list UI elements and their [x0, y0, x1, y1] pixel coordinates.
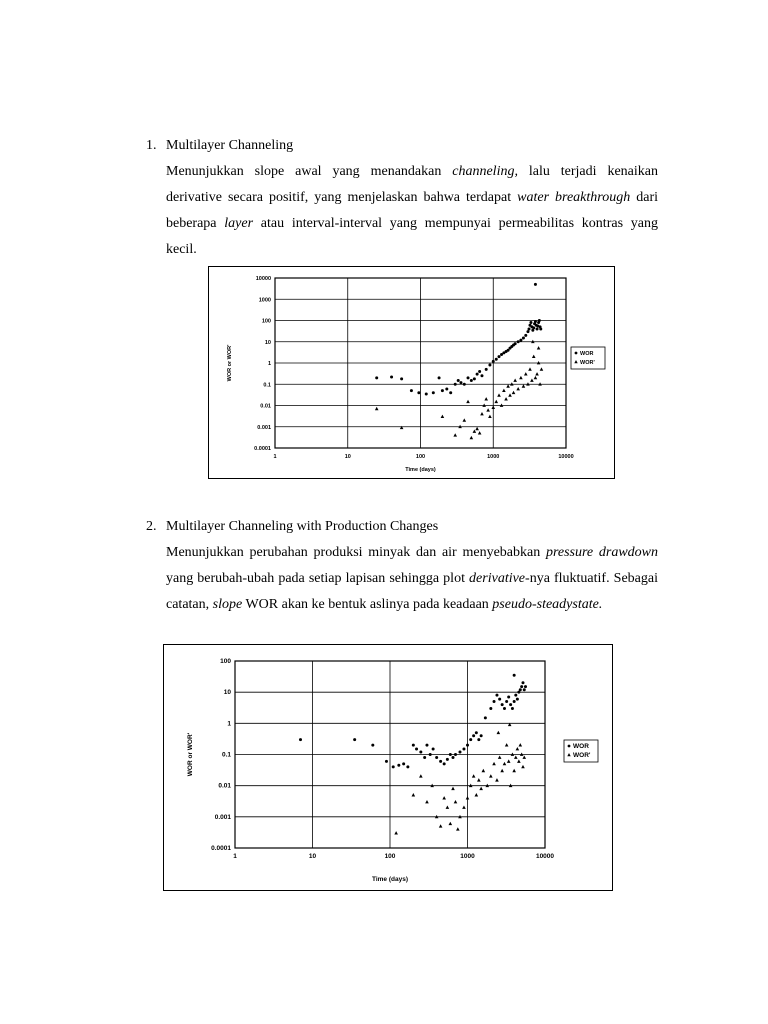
chart-1-svg	[209, 267, 614, 478]
wor-derivative-point	[439, 824, 443, 827]
wor-point	[513, 674, 516, 677]
y-tick-label: 0.1	[221, 751, 231, 759]
wor-point	[443, 762, 446, 765]
x-tick-label: 1	[273, 454, 277, 460]
wor-derivative-point	[488, 415, 492, 418]
legend-marker-wor	[575, 352, 578, 355]
section-2-title: Multilayer Channeling with Production Changes	[166, 519, 439, 534]
y-axis-label: WOR or WOR'	[227, 344, 233, 382]
x-tick-label: 1000	[460, 853, 475, 860]
wor-point	[435, 756, 438, 759]
section-1-title: Multilayer Channeling	[166, 138, 294, 153]
wor-point	[507, 695, 510, 698]
wor-derivative-point	[412, 793, 416, 796]
y-tick-label: 10000	[255, 276, 271, 282]
wor-point	[454, 383, 457, 386]
paragraph-run: atau interval-interval yang mempunyai permeabilitas kontras yang kecil.	[166, 216, 658, 257]
wor-derivative-point	[492, 762, 496, 765]
chart-2	[163, 644, 613, 891]
wor-derivative-point	[462, 418, 466, 421]
paragraph-run: slope	[212, 597, 243, 612]
wor-derivative-point	[512, 391, 516, 394]
wor-point	[536, 327, 539, 330]
paragraph-run: pressure drawdown	[545, 545, 658, 560]
wor-point	[501, 703, 504, 706]
wor-point	[466, 744, 469, 747]
wor-point	[539, 327, 542, 330]
wor-derivative-point	[375, 407, 379, 410]
wor-point	[521, 681, 524, 684]
y-tick-label: 100	[261, 318, 271, 325]
wor-derivative-point	[449, 822, 453, 825]
x-tick-label: 10000	[558, 454, 574, 460]
wor-derivative-point	[442, 796, 446, 799]
wor-derivative-point	[516, 387, 520, 390]
wor-point	[524, 685, 527, 688]
x-tick-label: 1000	[487, 454, 500, 460]
wor-derivative-point	[472, 774, 476, 777]
wor-point	[439, 760, 442, 763]
section-2-heading	[146, 518, 658, 536]
wor-derivative-point	[521, 765, 525, 768]
wor-point	[522, 337, 525, 340]
wor-derivative-point	[454, 800, 458, 803]
x-axis-label: Time (days)	[405, 467, 436, 473]
wor-derivative-point	[504, 397, 508, 400]
paragraph-run: channeling,	[452, 164, 518, 179]
wor-derivative-point	[495, 778, 499, 781]
paragraph-run: Menunjukkan slope awal yang menandakan	[166, 164, 453, 179]
wor-derivative-point	[530, 379, 534, 382]
wor-derivative-point	[513, 379, 517, 382]
wor-point	[371, 744, 374, 747]
wor-point	[514, 694, 517, 697]
wor-derivative-point	[425, 800, 429, 803]
paragraph-run: WOR akan ke bentuk aslinya pada keadaan	[242, 597, 493, 612]
wor-point	[458, 751, 461, 754]
wor-derivative-point	[441, 415, 445, 418]
wor-point	[423, 756, 426, 759]
legend-label: WOR	[573, 743, 589, 750]
wor-point	[520, 685, 523, 688]
wor-point	[449, 391, 452, 394]
wor-point	[485, 368, 488, 371]
wor-point	[457, 379, 460, 382]
wor-derivative-point	[497, 393, 501, 396]
paragraph-run: derivative	[469, 571, 526, 586]
wor-point	[532, 326, 535, 329]
wor-point	[523, 688, 526, 691]
wor-point	[519, 339, 522, 342]
y-tick-label: 0.01	[218, 782, 231, 790]
wor-point	[353, 738, 356, 741]
wor-derivative-point	[484, 397, 488, 400]
wor-point	[505, 700, 508, 703]
wor-derivative-point	[524, 372, 528, 375]
y-tick-label: 100	[220, 658, 231, 665]
y-tick-label: 0.01	[260, 403, 271, 410]
y-tick-label: 10	[264, 339, 271, 346]
wor-point	[527, 327, 530, 330]
wor-point	[503, 707, 506, 710]
wor-point	[462, 748, 465, 751]
wor-point	[492, 360, 495, 363]
wor-derivative-point	[532, 355, 536, 358]
wor-point	[489, 707, 492, 710]
wor-derivative-point	[522, 756, 526, 759]
wor-derivative-point	[502, 389, 506, 392]
wor-point	[480, 734, 483, 737]
y-axis-label: WOR or WOR'	[187, 732, 194, 777]
wor-point	[445, 387, 448, 390]
legend-label: WOR	[580, 351, 594, 357]
wor-derivative-point	[537, 346, 541, 349]
chart-1	[208, 266, 615, 479]
wor-derivative-point	[518, 743, 522, 746]
wor-derivative-point	[475, 427, 479, 430]
y-tick-label: 1000	[258, 297, 271, 304]
wor-point	[469, 738, 472, 741]
wor-point	[410, 389, 413, 392]
paragraph-run: -nya fluktuatif. Sebagai catatan,	[166, 571, 658, 612]
wor-derivative-point	[475, 793, 479, 796]
section-2-paragraph	[166, 540, 658, 618]
paragraph-run: yang berubah-ubah pada setiap lapisan sehingga plot	[166, 571, 470, 586]
wor-point	[467, 376, 470, 379]
wor-derivative-point	[535, 372, 539, 375]
y-tick-label: 0.0001	[254, 446, 271, 452]
wor-derivative-point	[478, 431, 482, 434]
wor-derivative-point	[453, 433, 457, 436]
wor-point	[524, 334, 527, 337]
wor-point	[511, 707, 514, 710]
section-2	[146, 518, 658, 618]
wor-point	[446, 758, 449, 761]
paragraph-run: dari beberapa	[166, 190, 658, 231]
wor-derivative-point	[516, 747, 520, 750]
wor-derivative-point	[498, 756, 502, 759]
wor-point	[472, 734, 475, 737]
wor-point	[476, 373, 479, 376]
wor-derivative-point	[503, 762, 507, 765]
section-1	[146, 137, 658, 263]
section-1-heading	[146, 137, 658, 155]
wor-point	[406, 765, 409, 768]
chart-2-svg	[164, 645, 612, 890]
wor-derivative-point	[508, 393, 512, 396]
wor-derivative-point	[419, 774, 423, 777]
legend-label: WOR'	[580, 360, 595, 366]
wor-point	[493, 700, 496, 703]
wor-point	[425, 392, 428, 395]
wor-point	[419, 751, 422, 754]
wor-point	[473, 377, 476, 380]
wor-point	[478, 370, 481, 373]
paragraph-run: water breakthrough	[517, 190, 631, 205]
wor-point	[432, 748, 435, 751]
wor-point	[412, 744, 415, 747]
y-tick-label: 0.1	[263, 382, 271, 389]
wor-point	[475, 731, 478, 734]
wor-point	[400, 377, 403, 380]
wor-point	[390, 375, 393, 378]
paragraph-run: Menunjukkan perubahan produksi minyak dan air menyebabkan	[166, 545, 546, 560]
wor-point	[415, 748, 418, 751]
wor-derivative-point	[534, 376, 538, 379]
wor-derivative-point	[506, 384, 510, 387]
wor-derivative-point	[451, 787, 455, 790]
wor-derivative-point	[400, 426, 404, 429]
x-tick-label: 1	[233, 853, 237, 860]
wor-derivative-point	[479, 787, 483, 790]
wor-derivative-point	[512, 769, 516, 772]
wor-derivative-point	[486, 408, 490, 411]
wor-derivative-point	[540, 367, 544, 370]
paragraph-run: pseudo-steadystate.	[492, 597, 603, 612]
x-axis-label: Time (days)	[371, 876, 409, 883]
wor-point	[519, 688, 522, 691]
wor-point	[452, 756, 455, 759]
wor-derivative-point	[489, 774, 493, 777]
wor-point	[425, 744, 428, 747]
wor-point	[459, 381, 462, 384]
wor-point	[498, 355, 501, 358]
section-1-number: 1.	[146, 138, 157, 153]
wor-point	[441, 389, 444, 392]
x-tick-label: 10	[308, 853, 317, 860]
wor-point	[432, 391, 435, 394]
paragraph-run: layer	[224, 216, 254, 231]
wor-point	[477, 738, 480, 741]
wor-point	[534, 283, 537, 286]
wor-point	[449, 753, 452, 756]
x-tick-label: 100	[384, 853, 396, 860]
y-tick-label: 1	[227, 720, 231, 728]
wor-point	[463, 383, 466, 386]
section-1-paragraph	[166, 159, 658, 263]
y-tick-label: 0.0001	[211, 845, 231, 852]
wor-point	[385, 760, 388, 763]
wor-point	[480, 374, 483, 377]
paragraph-run: lalu terjadi kenaikan derivative secara positif, yang menjelaskan bahwa terdapat	[166, 164, 658, 205]
y-tick-label: 0.001	[257, 424, 271, 431]
wor-point	[417, 391, 420, 394]
wor-derivative-point	[470, 436, 474, 439]
wor-derivative-point	[497, 731, 501, 734]
section-2-number: 2.	[146, 519, 157, 534]
wor-point	[526, 330, 529, 333]
wor-point	[534, 320, 537, 323]
wor-point	[375, 376, 378, 379]
wor-point	[488, 364, 491, 367]
x-tick-label: 10000	[535, 853, 555, 860]
y-tick-label: 1	[267, 361, 271, 367]
wor-point	[538, 319, 541, 322]
legend-label: WOR'	[573, 752, 591, 759]
wor-point	[517, 340, 520, 343]
x-tick-label: 100	[415, 454, 426, 460]
wor-point	[397, 764, 400, 767]
wor-point	[438, 376, 441, 379]
wor-derivative-point	[462, 805, 466, 808]
wor-derivative-point	[466, 400, 470, 403]
wor-point	[509, 703, 512, 706]
x-tick-label: 10	[344, 454, 351, 460]
wor-derivative-point	[500, 769, 504, 772]
wor-derivative-point	[528, 367, 532, 370]
wor-derivative-point	[514, 756, 518, 759]
wor-point	[529, 321, 532, 324]
wor-derivative-point	[466, 796, 470, 799]
y-tick-label: 0.001	[214, 813, 231, 821]
wor-derivative-point	[477, 778, 481, 781]
wor-derivative-point	[482, 769, 486, 772]
wor-derivative-point	[446, 805, 450, 808]
wor-derivative-point	[517, 759, 521, 762]
wor-point	[514, 342, 517, 345]
wor-point	[470, 379, 473, 382]
wor-point	[484, 716, 487, 719]
wor-derivative-point	[491, 406, 495, 409]
wor-point	[495, 358, 498, 361]
wor-derivative-point	[519, 376, 523, 379]
wor-point	[516, 698, 519, 701]
wor-point	[402, 762, 405, 765]
wor-derivative-point	[456, 827, 460, 830]
wor-derivative-point	[505, 743, 509, 746]
wor-derivative-point	[394, 831, 398, 834]
wor-point	[454, 753, 457, 756]
legend-marker-wor	[568, 745, 571, 748]
wor-point	[299, 738, 302, 741]
wor-derivative-point	[494, 400, 498, 403]
y-tick-label: 10	[223, 689, 231, 697]
wor-derivative-point	[522, 384, 526, 387]
wor-derivative-point	[507, 759, 511, 762]
wor-point	[495, 694, 498, 697]
wor-point	[392, 765, 395, 768]
wor-point	[498, 698, 501, 701]
wor-derivative-point	[480, 412, 484, 415]
wor-point	[429, 753, 432, 756]
wor-point	[513, 700, 516, 703]
